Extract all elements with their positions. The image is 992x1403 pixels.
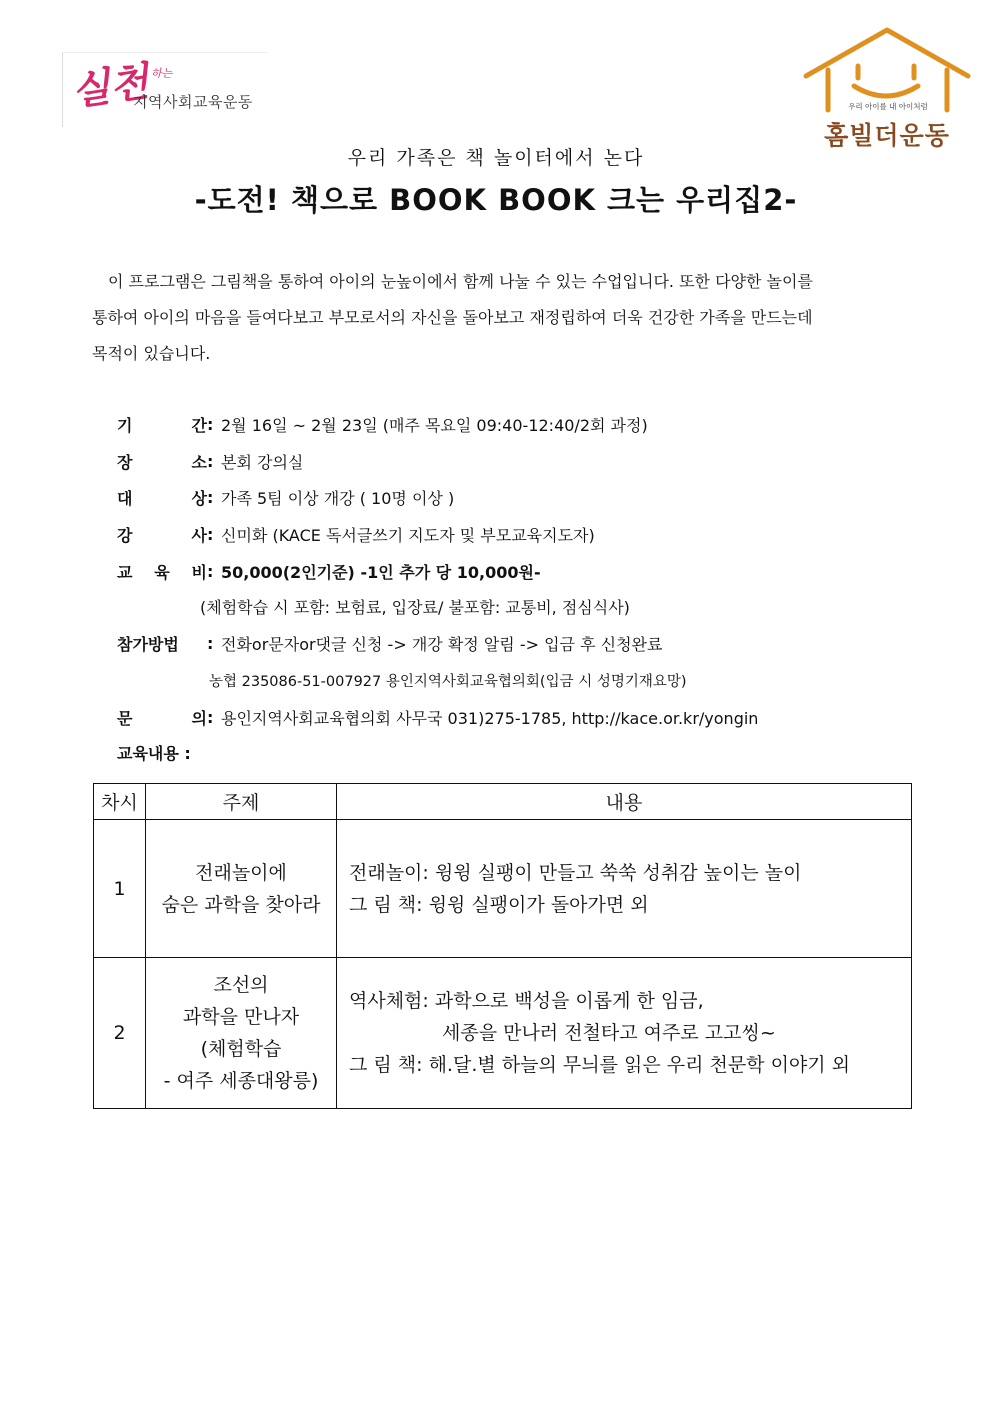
- session-cell: 1: [94, 820, 146, 958]
- session-cell: 2: [94, 958, 146, 1109]
- label-part: 대: [117, 488, 133, 508]
- label-part: 강: [117, 525, 133, 545]
- logo-home-builder: [800, 24, 975, 154]
- program-table: [93, 783, 912, 1109]
- topic-cell: [146, 958, 337, 1109]
- content-cell: [337, 958, 912, 1109]
- info-target: [117, 482, 454, 512]
- intro-line: 통하여 아이의 마음을 들여다보고 부모로서의 자신을 돌아보고 재정립하여 더욱 건강한 가족을 만드는데: [92, 308, 813, 327]
- colon: :: [207, 633, 214, 653]
- label-part: 장: [117, 452, 133, 472]
- place-value: 본회 강의실: [221, 452, 304, 472]
- label-part: 상: [191, 488, 207, 508]
- fee-note: (체험학습 시 포함: 보험료, 입장료/ 불포함: 교통비, 점심식사): [200, 598, 630, 617]
- header-session: 차시: [94, 784, 146, 820]
- content-line: 세종을 만나러 전철타고 여주로 고고씽~: [442, 1022, 776, 1044]
- logo-name: 홈빌더운동: [824, 121, 950, 150]
- logo-script-text: 실천: [68, 57, 152, 116]
- info-content-label: [117, 737, 191, 767]
- label-part: 기: [117, 415, 133, 435]
- content-line: 전래놀이: 윙윙 실팽이 만들고 쑥쑥 성취감 높이는 놀이: [349, 861, 802, 884]
- colon: :: [207, 487, 214, 507]
- info-instructor: [117, 519, 595, 549]
- topic-line: 조선의: [213, 974, 269, 996]
- info-contact: [117, 702, 758, 732]
- contact-value: 용인지역사회교육협의회 사무국 031)275-1785, http://kace.or.kr/yongin: [221, 708, 759, 728]
- content-label: 교육내용 :: [117, 743, 191, 763]
- apply-value: 전화or문자or댓글 신청 -> 개강 확정 알림 -> 입금 후 신청완료: [221, 634, 663, 654]
- topic-line: 전래놀이에: [195, 861, 287, 884]
- intro-line: 목적이 있습니다.: [92, 344, 211, 363]
- label-part: 소: [191, 452, 207, 472]
- table-row: [94, 958, 912, 1109]
- topic-line: (체험학습: [200, 1038, 282, 1060]
- subtitle: 우리 가족은 책 놀이터에서 논다: [347, 147, 645, 169]
- topic-line: 과학을 만나자: [182, 1006, 300, 1028]
- intro-line: 이 프로그램은 그림책을 통하여 아이의 눈높이에서 함께 나눌 수 있는 수업입니다. 또한 다양한 놀이를: [108, 272, 813, 291]
- fee-value: 50,000(2인기준) -1인 추가 당 10,000원-: [221, 562, 541, 582]
- colon: :: [207, 451, 214, 471]
- label-part: 비: [191, 562, 207, 582]
- label-part: 교: [117, 562, 133, 582]
- info-period: [117, 409, 648, 439]
- table-header-row: [94, 784, 912, 820]
- label-part: 의: [191, 708, 207, 728]
- colon: :: [207, 524, 214, 544]
- label-part: 간: [191, 415, 207, 435]
- content-line: 그 림 책: 해.달.별 하늘의 무늬를 읽은 우리 천문학 이야기 외: [349, 1054, 851, 1076]
- header-topic: 주제: [146, 784, 337, 820]
- instructor-value: 신미화 (KACE 독서글쓰기 지도자 및 부모교육지도자): [221, 525, 595, 545]
- label-part: 육: [154, 562, 170, 582]
- content-line: 역사체험: 과학으로 백성을 이롭게 한 임금,: [349, 990, 704, 1012]
- logo-small-text: 하는: [151, 67, 173, 80]
- colon: :: [207, 561, 214, 581]
- info-place: [117, 446, 303, 476]
- apply-label: 참가방법: [117, 634, 179, 654]
- colon: :: [207, 707, 214, 727]
- page-title: -도전! 책으로 BOOK BOOK 크는 우리집2-: [194, 183, 798, 217]
- label-part: 문: [117, 708, 133, 728]
- period-value: 2월 16일 ~ 2월 23일 (매주 목요일 09:40-12:40/2회 과정): [221, 415, 648, 435]
- topic-line: 숨은 과학을 찾아라: [161, 893, 321, 916]
- target-value: 가족 5팀 이상 개강 ( 10명 이상 ): [221, 488, 455, 508]
- topic-cell: [146, 820, 337, 958]
- label-part: 사: [191, 525, 207, 545]
- logo-org-text: 지역사회교육운동: [133, 93, 253, 111]
- content-line: 그 림 책: 윙윙 실팽이가 돌아가면 외: [349, 893, 649, 916]
- info-fee: [117, 556, 541, 586]
- bank-account: 농협 235086-51-007927 용인지역사회교육협의회(입금 시 성명기재요망): [209, 674, 687, 690]
- table-row: [94, 820, 912, 958]
- intro-paragraph: [92, 264, 910, 372]
- logo-tagline: 우리 아이를 내 아이처럼: [848, 102, 928, 111]
- logo-practice-community-education: [62, 52, 268, 127]
- topic-line: - 여주 세종대왕릉): [163, 1070, 319, 1092]
- header-content: 내용: [337, 784, 912, 820]
- info-apply: [117, 628, 662, 658]
- content-cell: [337, 820, 912, 958]
- colon: :: [207, 414, 214, 434]
